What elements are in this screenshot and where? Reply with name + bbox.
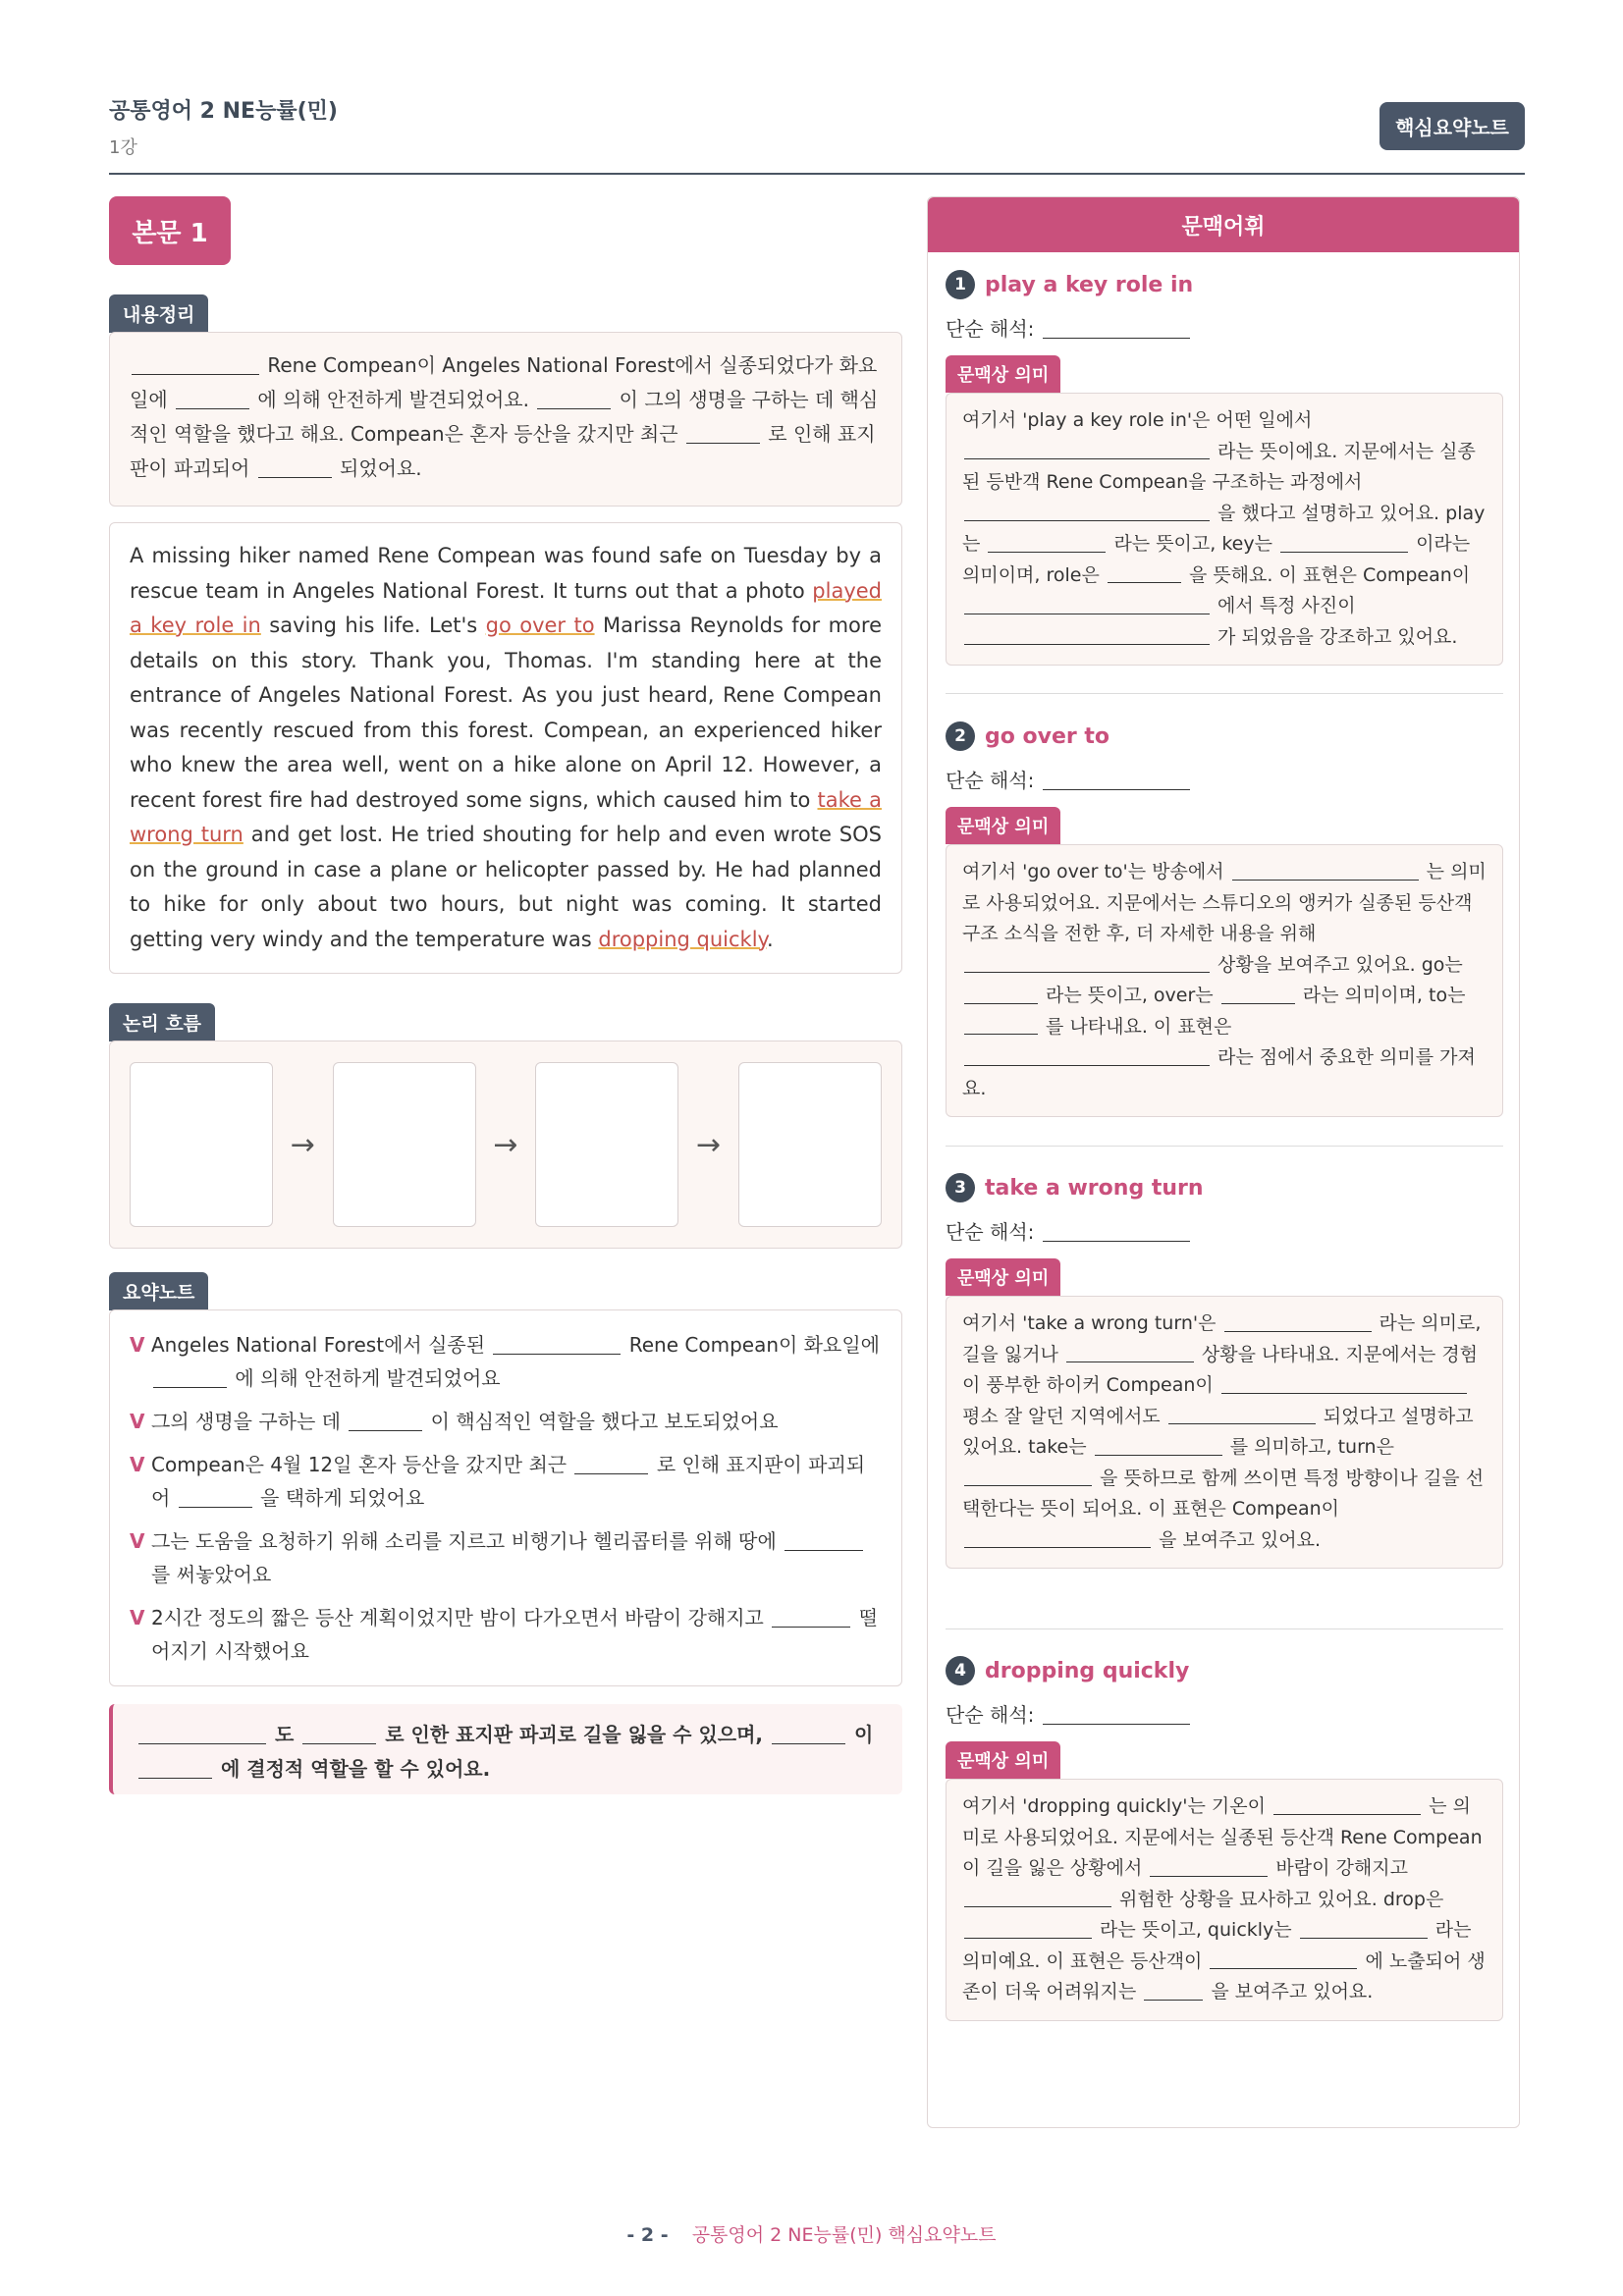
summary-notes-box xyxy=(109,1309,902,1686)
note-item xyxy=(130,1448,882,1515)
vocab-item xyxy=(946,1654,1503,2021)
context-text: 는 의미로 사용되었어요. 지문에서는 스튜디오의 앵커가 실종된 등산객 구조 소식을 전한 후, 더 자세한 내용을 위해 xyxy=(962,861,1487,944)
simple-label: 단순 해석: xyxy=(946,769,1035,792)
passage-text: . xyxy=(766,927,774,951)
simple-translation xyxy=(946,765,1503,793)
context-text: 을 보여주고 있어요. xyxy=(1159,1528,1321,1551)
item-number: 4 xyxy=(946,1656,975,1685)
blank[interactable] xyxy=(988,532,1106,553)
flow-step-box[interactable] xyxy=(130,1062,273,1227)
blank[interactable] xyxy=(176,388,249,409)
note-text: 를 써놓았어요 xyxy=(151,1563,272,1586)
blank[interactable] xyxy=(1221,1373,1467,1394)
vocab-item xyxy=(946,1171,1503,1569)
page-footer xyxy=(0,2220,1623,2247)
summary-tag: 내용정리 xyxy=(109,294,208,333)
blank[interactable] xyxy=(1280,532,1408,553)
context-meaning-box xyxy=(946,844,1503,1117)
summary-box xyxy=(109,332,902,507)
context-text: 에서 특정 사진이 xyxy=(1217,595,1356,616)
note-text: 그의 생명을 구하는 데 xyxy=(151,1410,341,1433)
blank[interactable] xyxy=(964,1466,1092,1486)
note-item xyxy=(130,1601,882,1668)
blank[interactable] xyxy=(574,1453,648,1474)
summary-text: 에 의해 안전하게 발견되었어요. xyxy=(257,388,529,411)
check-marker-icon: V xyxy=(130,1333,145,1357)
context-meaning-box xyxy=(946,1779,1503,2021)
context-meaning-box xyxy=(946,1296,1503,1569)
arrow-right-icon: → xyxy=(290,1127,315,1162)
context-meaning-box xyxy=(946,393,1503,666)
note-text: Compean은 4월 12일 혼자 등산을 갔지만 최근 xyxy=(151,1453,568,1476)
blank[interactable] xyxy=(1043,769,1190,790)
flow-tag: 논리 흐름 xyxy=(109,1003,215,1041)
lesson-label: 1강 xyxy=(109,137,137,158)
blank[interactable] xyxy=(1043,317,1190,339)
course-title: 공통영어 2 NE능률(민) xyxy=(109,99,338,124)
blank[interactable] xyxy=(302,1723,376,1744)
context-text: 여기서 'dropping quickly'는 기온이 xyxy=(962,1795,1266,1817)
blank[interactable] xyxy=(258,456,332,478)
conclusion-text: 에 결정적 역할을 할 수 있어요. xyxy=(220,1757,491,1781)
vocabulary-header: 문맥어휘 xyxy=(928,197,1519,252)
conclusion-text: 로 인한 표지판 파괴로 길을 잃을 수 있으며, xyxy=(385,1723,764,1746)
simple-label: 단순 해석: xyxy=(946,1220,1035,1244)
blank[interactable] xyxy=(179,1486,252,1508)
context-text: 상황을 보여주고 있어요. go는 xyxy=(1217,953,1463,976)
summary-text: 이 그의 생명을 구하는 데 핵심적인 역할을 했다고 해요. Compean은 혼자 등산을 갔지만 최근 xyxy=(130,388,879,446)
divider xyxy=(946,1146,1503,1147)
context-text: 라는 의미예요. 이 표현은 등산객이 xyxy=(962,1919,1472,1972)
context-text: 을 뜻하므로 함께 쓰이면 특정 방향이나 길을 선택한다는 뜻이 되어요. 이 표현은 Compean이 xyxy=(962,1467,1485,1520)
note-text: Angeles National Forest에서 실종된 xyxy=(151,1333,486,1357)
note-text: 로 인해 표지판이 파괴되어 xyxy=(151,1453,866,1510)
section-badge: 본문 1 xyxy=(109,196,231,265)
context-text: 라는 뜻이고, quickly는 xyxy=(1100,1919,1292,1941)
item-number: 2 xyxy=(946,721,975,751)
context-text: 여기서 'take a wrong turn'은 xyxy=(962,1312,1217,1334)
passage-text: saving his life. Let's xyxy=(269,614,478,637)
context-text: 이라는 의미이며, role은 xyxy=(962,533,1471,586)
context-text: 라는 의미로, 길을 잃거나 xyxy=(962,1312,1482,1365)
logic-flow-box xyxy=(109,1041,902,1249)
highlight-phrase: go over to xyxy=(485,614,595,637)
blank[interactable] xyxy=(153,1366,227,1388)
conclusion-text: 이 xyxy=(853,1723,874,1746)
blank[interactable] xyxy=(1095,1435,1222,1456)
context-meaning-tag: 문맥상 의미 xyxy=(946,807,1060,844)
blank[interactable] xyxy=(1066,1342,1194,1362)
blank[interactable] xyxy=(1043,1703,1190,1725)
check-marker-icon: V xyxy=(130,1453,145,1476)
context-text: 상황을 나타내요. 지문에서는 경험이 풍부한 하이커 Compean이 xyxy=(962,1343,1479,1396)
blank[interactable] xyxy=(1168,1404,1316,1424)
vocab-item xyxy=(946,268,1503,666)
blank[interactable] xyxy=(1224,1311,1372,1332)
flow-step-box[interactable] xyxy=(535,1062,678,1227)
blank[interactable] xyxy=(772,1723,845,1744)
blank[interactable] xyxy=(1144,1980,1203,2001)
blank[interactable] xyxy=(1150,1856,1268,1877)
context-text: 위험한 상황을 묘사하고 있어요. drop은 xyxy=(1119,1888,1444,1910)
passage-text: Marissa Reynolds for more details on this story. Thank you, Thomas. I'm standing here at the entrance of Angeles National Forest. As you just heard, Rene Compean was recently rescued from this forest. Compean, an experienced hiker who knew the area well, went on a hike alone on April 12. However, a recent forest fire had destroyed some signs, which caused him to xyxy=(130,614,883,812)
vocab-term: play a key role in xyxy=(985,272,1194,297)
context-text: 을 보여주고 있어요. xyxy=(1211,1981,1374,2002)
notes-tag: 요약노트 xyxy=(109,1272,208,1310)
context-text: 가 되었음을 강조하고 있어요. xyxy=(1217,625,1458,648)
page-number: - 2 - xyxy=(626,2224,669,2246)
context-text: 라는 의미이며, to는 xyxy=(1302,985,1466,1006)
vocab-term: take a wrong turn xyxy=(985,1175,1204,1201)
vocab-term: go over to xyxy=(985,723,1110,749)
blank[interactable] xyxy=(1232,860,1419,881)
context-meaning-tag: 문맥상 의미 xyxy=(946,1741,1060,1779)
vocab-term: dropping quickly xyxy=(985,1658,1190,1683)
blank[interactable] xyxy=(964,1527,1151,1548)
simple-label: 단순 해석: xyxy=(946,1703,1035,1727)
passage-text: and get lost. He tried shouting for help and even wrote SOS on the ground in case a plane or helicopter passed by. He had planned to hike for only about two hours, but night was coming. It started getting very windy and the temperature was xyxy=(130,823,882,951)
arrow-right-icon: → xyxy=(696,1127,722,1162)
item-number: 1 xyxy=(946,270,975,299)
blank[interactable] xyxy=(1043,1220,1190,1242)
context-text: 평소 잘 알던 지역에서도 xyxy=(962,1405,1161,1427)
context-text: 라는 뜻이고, key는 xyxy=(1113,533,1272,555)
flow-step-box[interactable] xyxy=(738,1062,882,1227)
blank[interactable] xyxy=(964,1887,1111,1907)
blank[interactable] xyxy=(1108,562,1181,583)
context-text: 여기서 'play a key role in'은 어떤 일에서 xyxy=(962,409,1313,431)
context-text: 여기서 'go over to'는 방송에서 xyxy=(962,861,1224,882)
blank[interactable] xyxy=(686,422,760,444)
note-text: 이 핵심적인 역할을 했다고 보도되었어요 xyxy=(430,1410,779,1433)
blank[interactable] xyxy=(493,1333,621,1355)
summary-text: Rene Compean이 Angeles National Forest에서 실종되었다가 화요일에 xyxy=(130,353,878,411)
note-text: 그는 도움을 요청하기 위해 소리를 지르고 비행기나 헬리콥터를 위해 땅에 xyxy=(151,1529,777,1553)
simple-translation xyxy=(946,313,1503,342)
blank[interactable] xyxy=(964,439,1210,459)
item-number: 3 xyxy=(946,1173,975,1202)
check-marker-icon: V xyxy=(130,1529,145,1553)
conclusion-text: 도 xyxy=(274,1723,295,1746)
highlight-phrase: take a wrong turn xyxy=(130,787,882,846)
blank[interactable] xyxy=(138,1723,266,1744)
context-text: 되었다고 설명하고 있어요. take는 xyxy=(962,1405,1474,1458)
page-header xyxy=(109,94,1525,175)
simple-translation xyxy=(946,1216,1503,1245)
context-text: 바람이 강해지고 xyxy=(1275,1857,1408,1879)
blank[interactable] xyxy=(1300,1918,1428,1939)
blank[interactable] xyxy=(132,353,259,375)
context-text: 라는 뜻이에요. 지문에서는 실종된 등반객 Rene Compean을 구조하는 과정에서 xyxy=(962,440,1476,493)
vocab-item xyxy=(946,720,1503,1117)
blank[interactable] xyxy=(349,1410,422,1431)
context-text: 를 나타내요. 이 표현은 xyxy=(1046,1015,1232,1038)
blank[interactable] xyxy=(964,1045,1210,1066)
context-text: 라는 뜻이고, over는 xyxy=(1046,985,1214,1006)
blank[interactable] xyxy=(964,984,1038,1004)
blank[interactable] xyxy=(772,1606,850,1628)
note-text: 2시간 정도의 짧은 등산 계획이었지만 밤이 다가오면서 바람이 강해지고 xyxy=(151,1606,764,1629)
summary-text: 로 인해 표지판이 파괴되어 xyxy=(130,422,876,480)
simple-label: 단순 해석: xyxy=(946,317,1035,341)
divider xyxy=(946,693,1503,694)
arrow-right-icon: → xyxy=(493,1127,518,1162)
footer-title: 공통영어 2 NE능률(민) 핵심요약노트 xyxy=(691,2224,997,2246)
note-item xyxy=(130,1524,882,1591)
note-text: 떨어지기 시작했어요 xyxy=(151,1606,878,1663)
passage-text: A missing hiker named Rene Compean was found safe on Tuesday by a rescue team in Angeles National Forest. It turns out that a photo xyxy=(130,544,882,603)
passage-box xyxy=(109,522,902,974)
blank[interactable] xyxy=(964,1014,1038,1035)
context-meaning-tag: 문맥상 의미 xyxy=(946,355,1060,393)
conclusion-box xyxy=(109,1704,902,1794)
highlight-phrase: dropping quickly xyxy=(598,927,767,951)
blank[interactable] xyxy=(964,594,1210,614)
blank[interactable] xyxy=(1210,1949,1357,1969)
note-text: 을 택하게 되었어요 xyxy=(260,1486,425,1510)
check-marker-icon: V xyxy=(130,1410,145,1433)
note-text: 에 의해 안전하게 발견되었어요 xyxy=(235,1366,501,1390)
flow-step-box[interactable] xyxy=(333,1062,476,1227)
check-marker-icon: V xyxy=(130,1606,145,1629)
blank[interactable] xyxy=(964,1918,1092,1939)
blank[interactable] xyxy=(138,1757,212,1779)
summary-text: 되었어요. xyxy=(340,456,422,480)
blank[interactable] xyxy=(964,952,1210,973)
highlight-phrase: played a key role in xyxy=(130,578,882,637)
context-text: 는 의미로 사용되었어요. 지문에서는 실종된 등산객 Rene Compean이 길을 잃은 상황에서 xyxy=(962,1795,1483,1879)
context-text: 를 의미하고, turn은 xyxy=(1229,1436,1394,1458)
note-item xyxy=(130,1405,882,1438)
blank[interactable] xyxy=(1221,984,1295,1004)
context-text: 라는 점에서 중요한 의미를 가져요. xyxy=(962,1046,1476,1099)
blank[interactable] xyxy=(537,388,611,409)
simple-translation xyxy=(946,1699,1503,1728)
context-meaning-tag: 문맥상 의미 xyxy=(946,1258,1060,1296)
blank[interactable] xyxy=(784,1529,863,1551)
note-text: Rene Compean이 화요일에 xyxy=(628,1333,880,1357)
note-type-badge: 핵심요약노트 xyxy=(1380,102,1525,150)
context-text: 을 했다고 설명하고 있어요. play는 xyxy=(962,502,1486,555)
context-text: 을 뜻해요. 이 표현은 Compean이 xyxy=(1188,563,1471,586)
note-item xyxy=(130,1328,882,1395)
blank[interactable] xyxy=(964,501,1210,521)
context-text: 에 노출되어 생존이 더욱 어려워지는 xyxy=(962,1949,1486,2002)
blank[interactable] xyxy=(964,624,1210,645)
vocabulary-panel xyxy=(927,196,1520,2128)
blank[interactable] xyxy=(1273,1794,1421,1815)
